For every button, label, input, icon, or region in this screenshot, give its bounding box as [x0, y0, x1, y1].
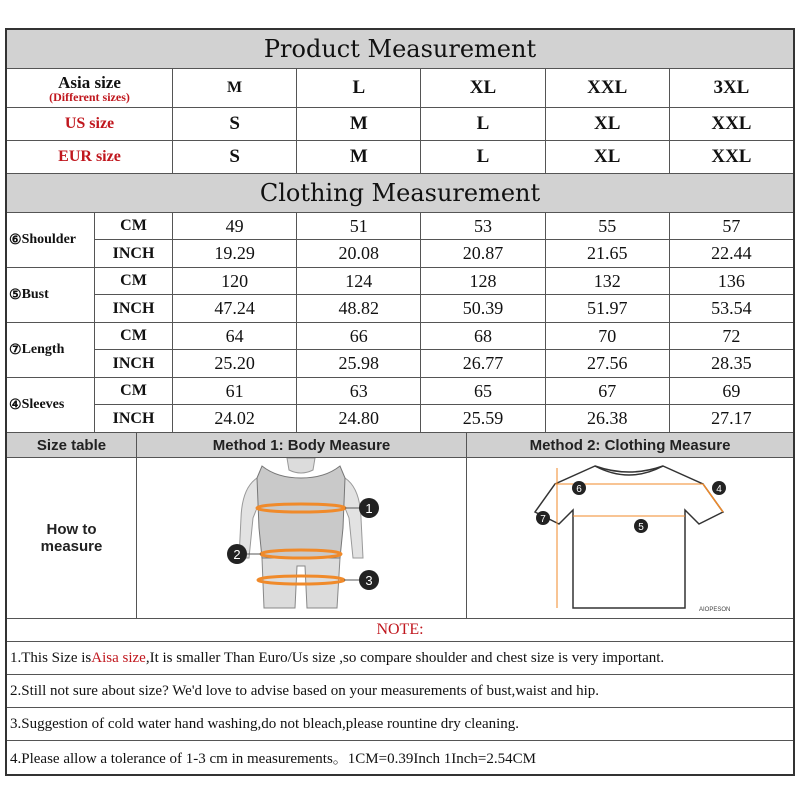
measure-number: ⑤ [9, 287, 22, 303]
size-cell: XXL [711, 146, 752, 167]
value-cell: 27.56 [546, 350, 670, 377]
measure-name [7, 323, 95, 377]
note-1-post: ,It is smaller Than Euro/Us size ,so compare shoulder and chest size is very important. [145, 649, 665, 666]
unit-label: CM [95, 378, 173, 404]
measure-name [7, 213, 95, 267]
value-cell: 27.17 [711, 408, 752, 428]
value-cell: 128 [421, 268, 545, 294]
value-cell: 21.65 [546, 240, 670, 267]
clothing-measure-illustration [467, 458, 793, 618]
value-cell: 50.39 [421, 295, 545, 322]
measure-group-sleeves [7, 378, 793, 433]
brand-text: AIOPESON [699, 607, 731, 613]
value-cell: 28.35 [711, 353, 752, 373]
asia-size-label [7, 69, 173, 107]
value-cell: 20.08 [297, 240, 421, 267]
note-3: 3.Suggestion of cold water hand washing,do not bleach,please rountine dry cleaning. [7, 708, 793, 741]
marker-4-text: 4 [716, 484, 722, 495]
body-figure-svg [137, 458, 465, 618]
value-cell: 20.87 [421, 240, 545, 267]
value-cell: 51.97 [546, 295, 670, 322]
note-4: 4.Please allow a tolerance of 1-3 cm in measurements。1CM=0.39Inch 1Inch=2.54CM [10, 751, 536, 767]
asia-size-title: Asia size [58, 72, 121, 92]
value-cell: 22.44 [711, 243, 752, 263]
how-to-measure [7, 458, 137, 618]
measure-illustrations [7, 458, 793, 619]
unit-label: CM [95, 323, 173, 349]
size-chart [5, 28, 795, 776]
value-cell: 120 [173, 268, 297, 294]
us-size-label: US size [7, 108, 173, 140]
value-cell: 68 [421, 323, 545, 349]
value-cell: 26.77 [421, 350, 545, 377]
value-cell: 25.20 [173, 350, 297, 377]
size-cell: M [297, 108, 421, 140]
value-cell: 136 [717, 270, 745, 291]
asia-size-sublabel: (Different sizes) [49, 89, 130, 104]
measure-name [7, 378, 95, 432]
size-cell: 3XL [713, 77, 750, 98]
value-cell: 64 [173, 323, 297, 349]
value-cell: 25.59 [421, 405, 545, 432]
marker-7-text: 7 [540, 514, 546, 525]
note-1-highlight: Aisa size [91, 649, 146, 666]
size-cell: S [173, 141, 297, 173]
note-title: NOTE: [7, 619, 793, 642]
marker-6-text: 6 [576, 484, 582, 495]
size-row-asia [7, 69, 793, 108]
size-cell: XXL [711, 113, 752, 134]
marker-2-text: 2 [233, 547, 241, 562]
size-cell: L [297, 69, 421, 107]
value-cell: 55 [546, 213, 670, 239]
value-cell: 24.80 [297, 405, 421, 432]
marker-7 [536, 511, 550, 525]
measure-name [7, 268, 95, 322]
size-cell: S [173, 108, 297, 140]
marker-4 [712, 481, 726, 495]
marker-3-text: 3 [365, 573, 373, 588]
unit-label: INCH [95, 295, 173, 322]
measure-label: Length [21, 342, 65, 357]
measure-group-bust [7, 268, 793, 323]
measure-label: Shoulder [21, 232, 77, 247]
value-cell: 26.38 [546, 405, 670, 432]
size-cell: L [421, 108, 545, 140]
value-cell: 19.29 [173, 240, 297, 267]
size-row-eur [7, 141, 793, 174]
marker-1-text: 1 [365, 501, 373, 516]
size-cell: XL [421, 69, 545, 107]
value-cell: 53 [421, 213, 545, 239]
value-cell: 57 [722, 215, 741, 236]
unit-label: CM [95, 268, 173, 294]
note-1-pre: 1.This Size is [10, 649, 92, 666]
value-cell: 63 [297, 378, 421, 404]
unit-label: INCH [95, 350, 173, 377]
unit-label: CM [95, 213, 173, 239]
value-cell: 53.54 [711, 298, 752, 318]
measure-number: ⑥ [9, 232, 22, 248]
value-cell: 47.24 [173, 295, 297, 322]
value-cell: 61 [173, 378, 297, 404]
product-measurement-title: Product Measurement [7, 30, 793, 69]
unit-label: INCH [95, 405, 173, 432]
marker-5 [634, 519, 648, 533]
measure-label: Bust [21, 287, 49, 302]
value-cell: 67 [546, 378, 670, 404]
marker-5-text: 5 [638, 522, 644, 533]
measure-group-shoulder [7, 213, 793, 268]
value-cell: 66 [297, 323, 421, 349]
size-cell: XXL [546, 69, 670, 107]
value-cell: 70 [546, 323, 670, 349]
eur-size-label: EUR size [7, 141, 173, 173]
method2-label: Method 2: Clothing Measure [529, 436, 731, 454]
note-2: 2.Still not sure about size? We'd love to advise based on your measurements of bust,waist and hip. [7, 675, 793, 708]
size-cell: M [297, 141, 421, 173]
measure-group-length [7, 323, 793, 378]
size-cell: L [421, 141, 545, 173]
method-header [7, 433, 793, 458]
marker-3 [344, 570, 379, 590]
measure-number: ④ [9, 397, 22, 413]
size-cell: XL [546, 141, 670, 173]
value-cell: 72 [722, 325, 741, 346]
size-cell: XL [546, 108, 670, 140]
tshirt-figure-svg [467, 458, 791, 618]
value-cell: 51 [297, 213, 421, 239]
value-cell: 69 [722, 380, 741, 401]
clothing-measurement-title: Clothing Measurement [7, 174, 793, 213]
value-cell: 49 [173, 213, 297, 239]
note-1 [7, 642, 793, 675]
unit-label: INCH [95, 240, 173, 267]
size-row-us [7, 108, 793, 141]
marker-2 [227, 544, 261, 564]
how-to-measure-text: How to measure [40, 521, 103, 555]
size-cell: M [173, 69, 297, 107]
tshirt-outline [535, 466, 723, 608]
marker-6 [572, 481, 586, 495]
value-cell: 65 [421, 378, 545, 404]
body-measure-illustration [137, 458, 467, 618]
method1-label: Method 1: Body Measure [137, 433, 467, 457]
value-cell: 132 [546, 268, 670, 294]
value-cell: 24.02 [173, 405, 297, 432]
value-cell: 25.98 [297, 350, 421, 377]
size-table-label: Size table [7, 433, 137, 457]
value-cell: 48.82 [297, 295, 421, 322]
measure-number: ⑦ [9, 342, 22, 358]
measure-label: Sleeves [21, 397, 65, 412]
value-cell: 124 [297, 268, 421, 294]
